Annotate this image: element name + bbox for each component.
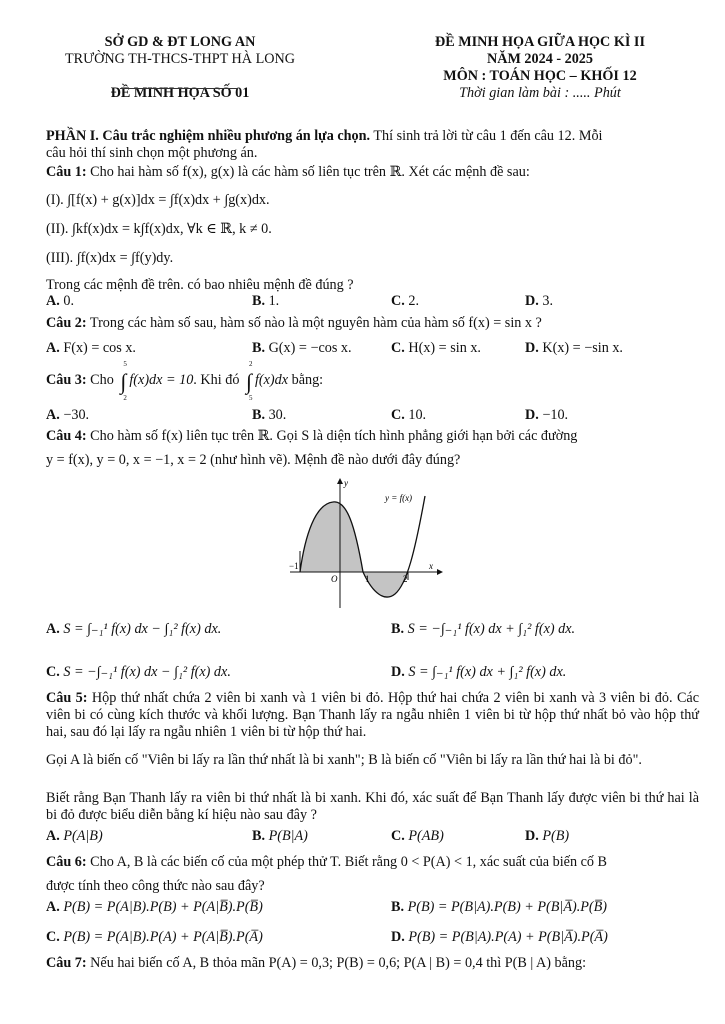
y-axis-label: y xyxy=(344,478,348,488)
option-letter: B. xyxy=(252,340,266,356)
option-text: 10. xyxy=(408,407,427,423)
option-text: P(AB) xyxy=(408,828,444,844)
option-text: P(B) = P(A|B).P(B) + P(A|B̅).P(B̅) xyxy=(63,899,263,915)
q5-paragraph-2: Gọi A là biến cố "Viên bi lấy ra lần thứ nhất là bi xanh"; B là biến cố "Viên bi lấy ra lần thứ hai là bi đỏ". xyxy=(46,752,642,768)
q5-option-a[interactable] xyxy=(46,828,103,845)
option-letter: A. xyxy=(46,621,60,637)
q5-option-c[interactable] xyxy=(391,828,444,845)
q6-option-d[interactable] xyxy=(391,929,608,946)
exam-code: ĐỀ MINH HỌA SỐ 01 xyxy=(110,85,250,101)
option-letter: A. xyxy=(46,407,60,423)
tick-1: 1 xyxy=(365,574,370,584)
q3-integral-2: f(x)dx xyxy=(254,372,289,388)
school-header xyxy=(30,34,330,102)
option-text: 2. xyxy=(408,293,419,309)
option-letter: A. xyxy=(46,828,60,844)
option-letter: D. xyxy=(525,828,539,844)
option-letter: B. xyxy=(252,293,266,309)
option-text: 0. xyxy=(63,293,74,309)
option-letter: C. xyxy=(391,293,405,309)
q3-option-c[interactable] xyxy=(391,407,426,424)
q4-graph xyxy=(285,476,445,610)
option-letter: D. xyxy=(525,293,539,309)
q7-stem-text: Nếu hai biến cố A, B thỏa mãn P(A) = 0,3; P(B) = 0,6; P(A | B) = 0,4 thì P(B | A) bằng: xyxy=(90,955,587,971)
q5-paragraph-1 xyxy=(46,690,699,741)
q1-option-c[interactable] xyxy=(391,293,419,310)
header-divider xyxy=(120,88,238,89)
option-letter: D. xyxy=(525,407,539,423)
q5-label: Câu 5: xyxy=(46,690,88,706)
q1-option-a[interactable] xyxy=(46,293,74,310)
q5-option-d[interactable] xyxy=(525,828,569,845)
curve-label: y = f(x) xyxy=(385,493,413,503)
q1-statement-1: (I). ∫[f(x) + g(x)]dx = ∫f(x)dx + ∫g(x)dx. xyxy=(46,192,270,208)
q2-option-a[interactable] xyxy=(46,340,136,357)
option-letter: B. xyxy=(252,828,266,844)
q3-option-d[interactable] xyxy=(525,407,568,424)
q7-label: Câu 7: xyxy=(46,955,87,971)
department-name: SỞ GD & ĐT LONG AN xyxy=(104,34,256,50)
q4-stem xyxy=(46,428,699,445)
q1-stem-text: Cho hai hàm số f(x), g(x) là các hàm số liên tục trên ℝ. Xét các mệnh đề sau: xyxy=(90,164,530,180)
option-text: P(B) xyxy=(542,828,570,844)
option-text: P(B) = P(B|A).P(B) + P(B|A̅).P(B̅) xyxy=(407,899,608,915)
part1-instruction: Thí sinh trả lời từ câu 1 đến câu 12. Mỗi xyxy=(370,128,603,144)
q5-paragraph-3: Biết rằng Bạn Thanh lấy ra viên bi thứ nhất là bi xanh. Khi đó, xác suất để Bạn Thanh lấy được viên bi thứ hai là bi đỏ được biểu diễn bằng kí hiệu nào sau đây ? xyxy=(46,790,699,823)
q1-question: Trong các mệnh đề trên. có bao nhiêu mệnh đề đúng ? xyxy=(46,277,354,293)
option-text: 3. xyxy=(542,293,553,309)
q4-stem-line2: y = f(x), y = 0, x = −1, x = 2 (như hình vẽ). Mệnh đề nào dưới đây đúng? xyxy=(46,452,461,468)
q7-stem xyxy=(46,955,699,972)
part1-instruction-line2: câu hỏi thí sinh chọn một phương án. xyxy=(46,145,258,161)
option-text: −30. xyxy=(63,407,90,423)
option-letter: B. xyxy=(252,407,266,423)
q1-option-d[interactable] xyxy=(525,293,553,310)
option-text: S = −∫₋₁¹ f(x) dx − ∫₁² f(x) dx. xyxy=(63,664,231,680)
option-text: P(A|B) xyxy=(63,828,103,844)
q3-stem-pre: Cho xyxy=(90,372,114,388)
option-letter: B. xyxy=(391,621,405,637)
q1-stem xyxy=(46,164,699,181)
time-limit: Thời gian làm bài : ..... Phút xyxy=(459,85,621,101)
q6-option-c[interactable] xyxy=(46,929,263,946)
q3-label: Câu 3: xyxy=(46,372,87,388)
x-axis-label: x xyxy=(429,561,433,571)
option-letter: C. xyxy=(391,828,405,844)
q2-option-b[interactable] xyxy=(252,340,352,357)
q6-label: Câu 6: xyxy=(46,854,87,870)
school-year: NĂM 2024 - 2025 xyxy=(487,51,593,67)
option-text: P(B|A) xyxy=(268,828,308,844)
exam-title: ĐỀ MINH HỌA GIỮA HỌC KÌ II xyxy=(435,34,645,50)
option-text: 1. xyxy=(268,293,280,309)
q4-option-b[interactable] xyxy=(391,621,575,638)
q1-option-b[interactable] xyxy=(252,293,279,310)
q6-stem-line2: được tính theo công thức nào sau đây? xyxy=(46,878,265,894)
x-axis-arrow xyxy=(437,569,443,575)
option-letter: A. xyxy=(46,293,60,309)
q2-stem-text: Trong các hàm số sau, hàm số nào là một nguyên hàm của hàm số f(x) = sin x ? xyxy=(89,315,542,331)
option-text: S = ∫₋₁¹ f(x) dx + ∫₁² f(x) dx. xyxy=(408,664,567,680)
option-letter: A. xyxy=(46,899,60,915)
q2-stem xyxy=(46,315,699,332)
school-name: TRƯỜNG TH-THCS-THPT HÀ LONG xyxy=(65,51,295,67)
option-text: H(x) = sin x. xyxy=(408,340,481,356)
option-text: F(x) = cos x. xyxy=(63,340,136,356)
exam-header xyxy=(380,34,700,102)
q3-stem xyxy=(46,360,699,402)
option-letter: C. xyxy=(391,340,405,356)
upper-limit: 2 xyxy=(248,360,253,368)
q4-option-d[interactable] xyxy=(391,664,566,681)
option-text: P(B) = P(B|A).P(A) + P(B|A̅).P(A̅) xyxy=(408,929,608,945)
option-letter: B. xyxy=(391,899,405,915)
upper-limit: 5 xyxy=(123,360,127,368)
option-text: P(B) = P(A|B).P(A) + P(A|B̅).P(A̅) xyxy=(63,929,263,945)
option-text: S = ∫₋₁¹ f(x) dx − ∫₁² f(x) dx. xyxy=(63,621,222,637)
q6-stem xyxy=(46,854,699,871)
subject: MÔN : TOÁN HỌC – KHỐI 12 xyxy=(443,68,637,84)
q3-option-b[interactable] xyxy=(252,407,286,424)
option-text: −10. xyxy=(542,407,569,423)
q1-statement-3: (III). ∫f(x)dx = ∫f(y)dy. xyxy=(46,250,174,266)
integral-sign: ∫ 5 2 xyxy=(120,360,127,402)
q6-option-a[interactable] xyxy=(46,899,263,916)
q4-stem-text: Cho hàm số f(x) liên tục trên ℝ. Gọi S là diện tích hình phẳng giới hạn bởi các đường xyxy=(90,428,578,444)
q4-label: Câu 4: xyxy=(46,428,87,444)
option-letter: D. xyxy=(391,664,405,680)
shaded-region-left xyxy=(300,502,363,572)
q6-option-b[interactable] xyxy=(391,899,607,916)
q3-stem-mid: . Khi đó xyxy=(193,372,240,388)
tick-neg1: −1 xyxy=(289,561,299,571)
option-letter: C. xyxy=(391,407,405,423)
option-letter: C. xyxy=(46,664,60,680)
part1-heading xyxy=(46,128,699,145)
integral-sign: ∫ 2 5 xyxy=(245,360,253,402)
lower-limit: 5 xyxy=(248,394,253,402)
q1-statement-2: (II). ∫kf(x)dx = k∫f(x)dx, ∀k ∈ ℝ, k ≠ 0. xyxy=(46,221,272,237)
tick-origin: O xyxy=(331,574,338,584)
q3-integral-1: f(x)dx = 10 xyxy=(129,372,194,388)
option-text: K(x) = −sin x. xyxy=(542,340,623,356)
q2-option-d[interactable] xyxy=(525,340,623,357)
q3-option-a[interactable] xyxy=(46,407,89,424)
part1-title: PHẦN I. Câu trắc nghiệm nhiều phương án lựa chọn. xyxy=(46,128,371,144)
lower-limit: 2 xyxy=(123,394,127,402)
tick-2: 2 xyxy=(403,574,408,584)
q4-option-c[interactable] xyxy=(46,664,231,681)
q5-text-1: Hộp thứ nhất chứa 2 viên bi xanh và 1 viên bi đỏ. Hộp thứ hai chứa 2 viên bi xanh và 3 viên bi đỏ. Các viên bi có cùng kích thước và khối lượng. Bạn Thanh lấy ra ngẫu nhiên 1 viên bi từ hộp thứ nhất bỏ vào hộp thứ hai, sau đó lại lấy ra ngẫu nhiên 1 viên bi từ hộp thứ hai. xyxy=(46,690,699,740)
option-text: S = −∫₋₁¹ f(x) dx + ∫₁² f(x) dx. xyxy=(407,621,576,637)
option-letter: A. xyxy=(46,340,60,356)
option-letter: D. xyxy=(391,929,405,945)
y-axis-arrow xyxy=(337,478,343,484)
q4-option-a[interactable] xyxy=(46,621,221,638)
option-text: G(x) = −cos x. xyxy=(268,340,352,356)
q1-label: Câu 1: xyxy=(46,164,87,180)
q2-option-c[interactable] xyxy=(391,340,481,357)
q2-label: Câu 2: xyxy=(46,315,87,331)
q3-stem-post: bằng: xyxy=(291,372,324,388)
option-letter: C. xyxy=(46,929,60,945)
q6-stem-text: Cho A, B là các biến cố của một phép thử T. Biết rằng 0 < P(A) < 1, xác suất của biến cố B xyxy=(90,854,608,870)
option-letter: D. xyxy=(525,340,539,356)
option-text: 30. xyxy=(268,407,287,423)
q5-option-b[interactable] xyxy=(252,828,308,845)
